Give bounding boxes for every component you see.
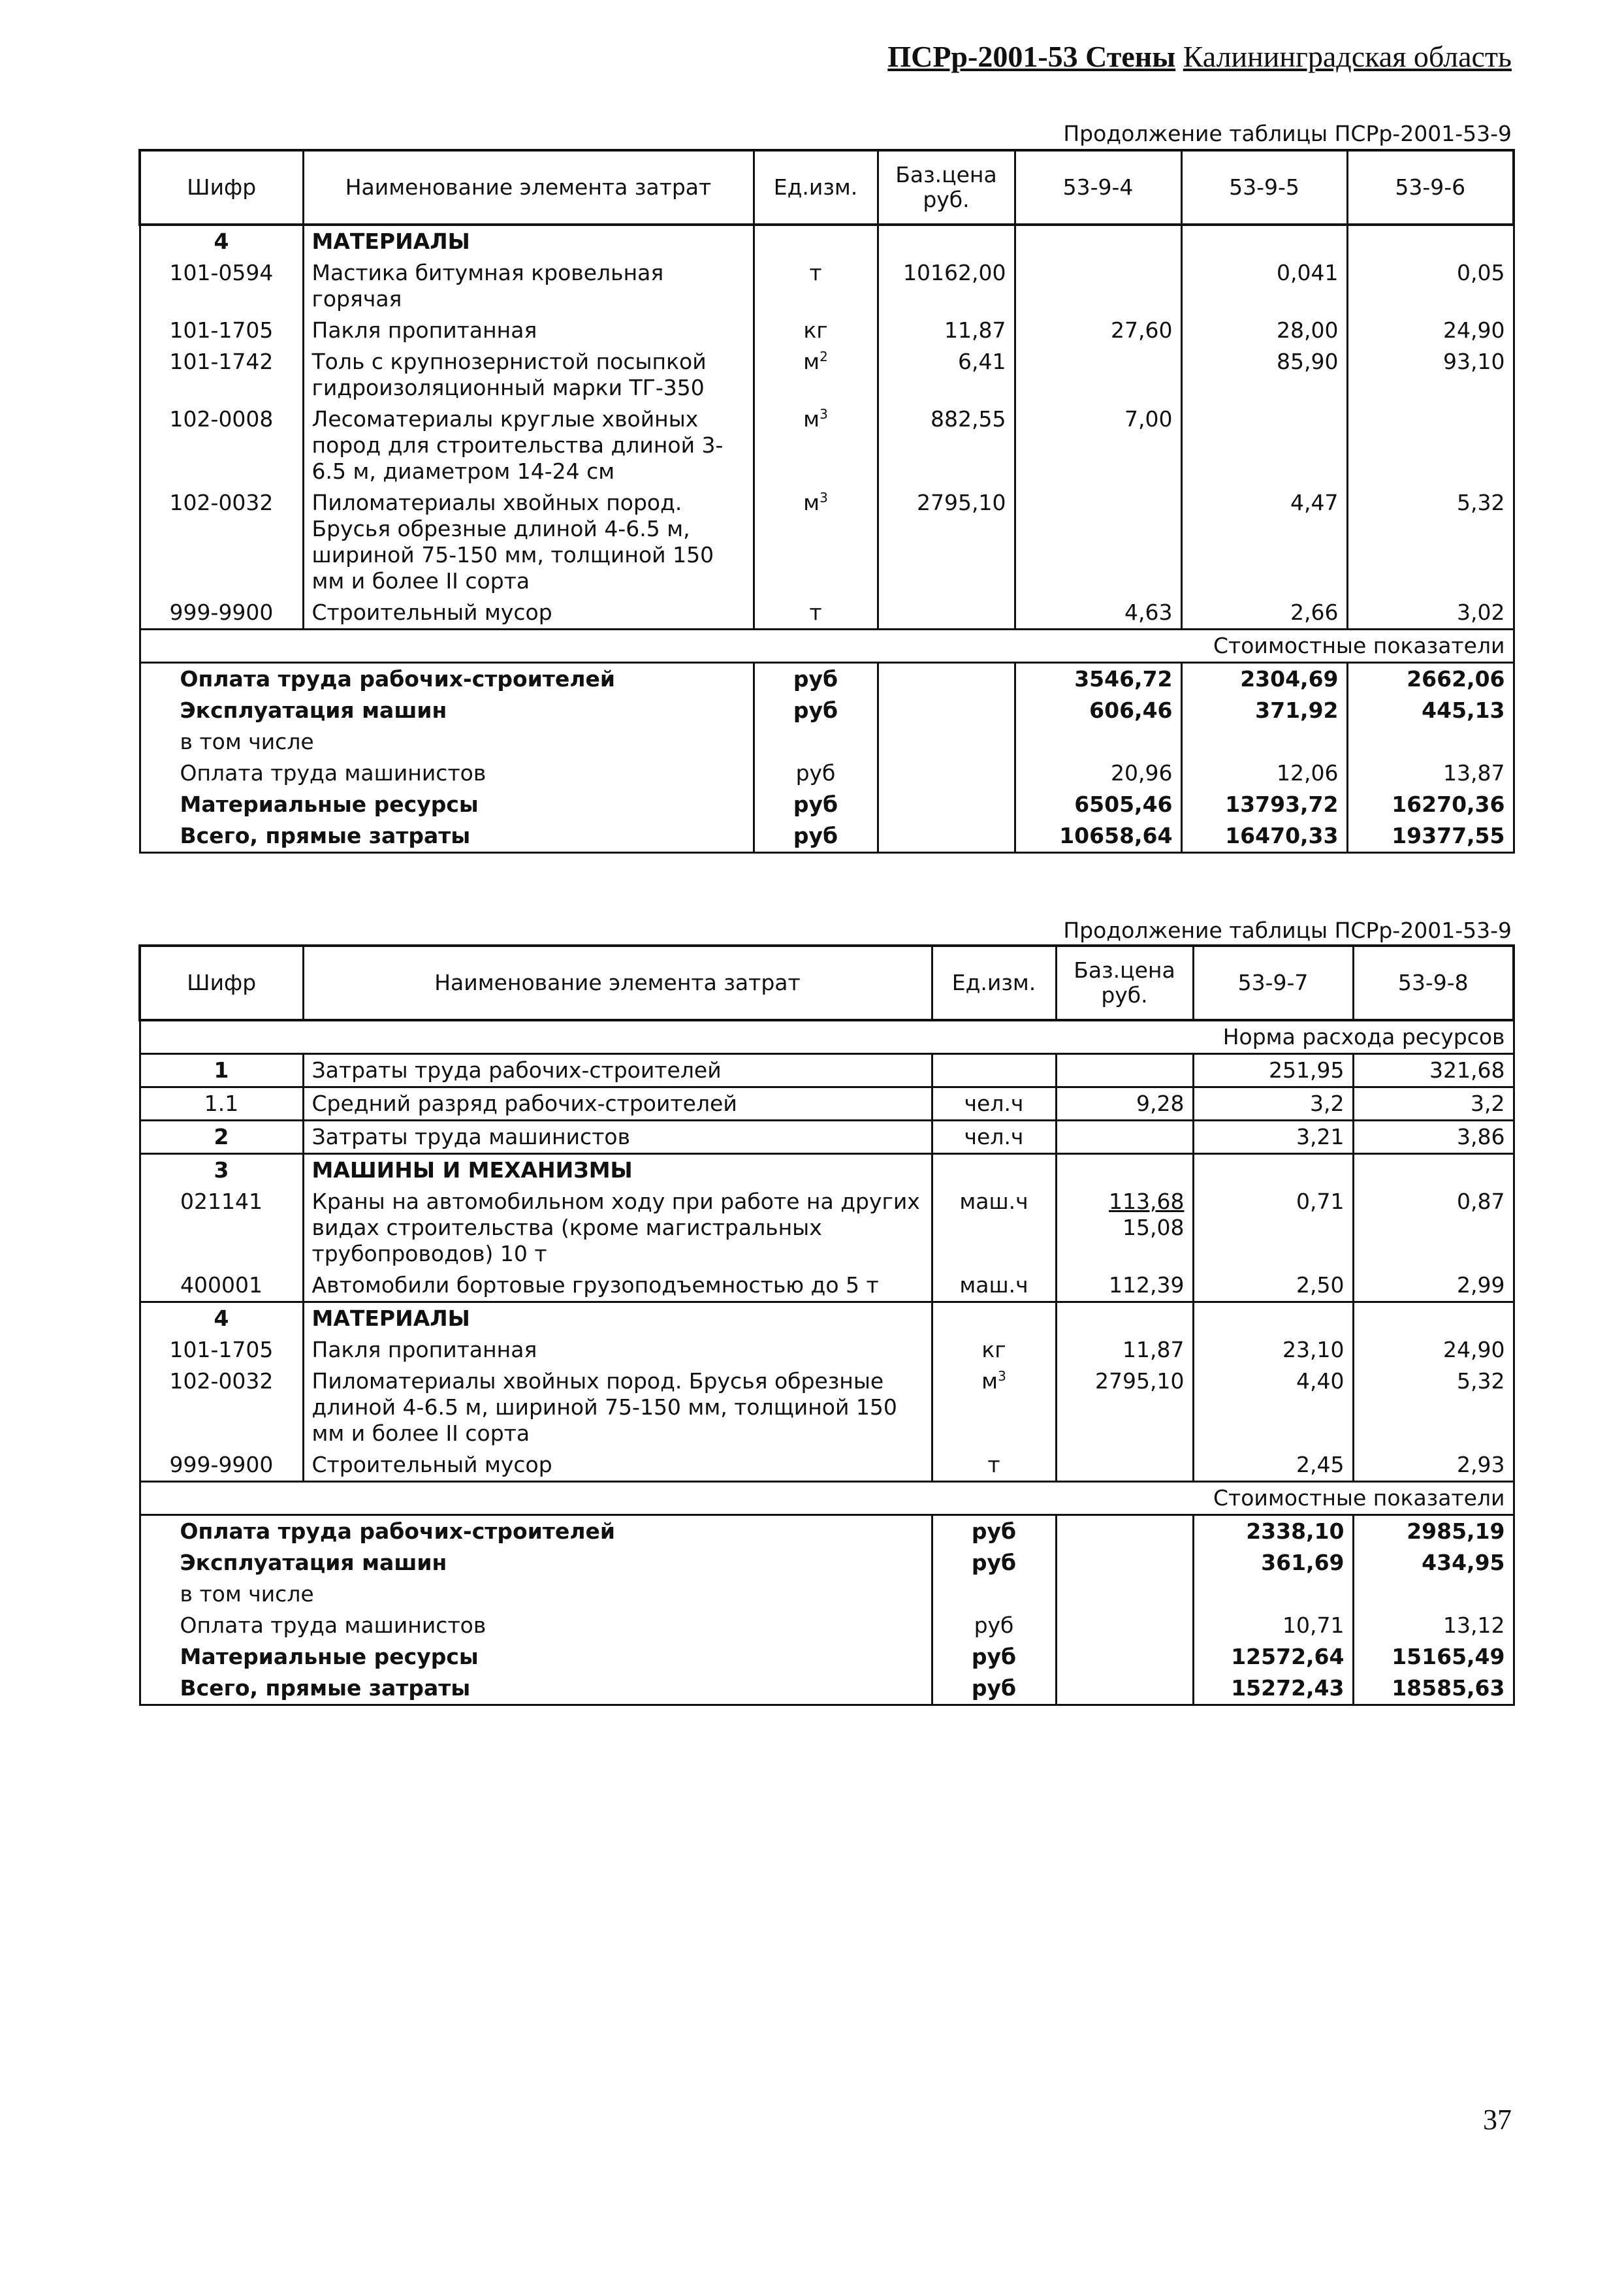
summary-value-53-9-5: 371,92 — [1181, 695, 1347, 726]
summary-unit — [754, 726, 878, 758]
row-unit — [932, 1087, 1056, 1121]
section-title: МАТЕРИАЛЫ — [303, 225, 754, 257]
unit-text: маш.ч — [959, 1189, 1028, 1214]
price-value: 9,28 — [1136, 1091, 1185, 1116]
row-code: 102-0032 — [140, 1366, 303, 1449]
empty-cell — [754, 225, 878, 257]
summary-value-53-9-4: 6505,46 — [1015, 789, 1181, 820]
table1-continuation: Продолжение таблицы ПСРр-2001-53-9 — [1063, 121, 1512, 146]
row-unit — [932, 1334, 1056, 1366]
summary-unit: руб — [754, 820, 878, 853]
price-value-secondary: 15,08 — [1122, 1215, 1185, 1240]
row-value-53-9-8: 2,93 — [1353, 1449, 1514, 1482]
price-value: 112,39 — [1109, 1272, 1185, 1298]
row-price — [1056, 1366, 1193, 1449]
row-price — [1056, 1334, 1193, 1366]
unit-text: маш.ч — [959, 1272, 1028, 1298]
row-unit — [754, 487, 878, 597]
table-row — [140, 1054, 1514, 1087]
summary-unit: руб — [932, 1673, 1056, 1705]
row-value-53-9-7: 0,71 — [1193, 1186, 1353, 1270]
empty-cell — [878, 726, 1015, 758]
table-row — [140, 1154, 1514, 1187]
summary-value-53-9-5: 2304,69 — [1181, 663, 1347, 696]
summary-value-53-9-6: 445,13 — [1347, 695, 1514, 726]
table2-header-row — [140, 946, 1514, 1020]
col-header-price: Баз.цена руб. — [878, 150, 1015, 225]
row-value-53-9-4: 27,60 — [1015, 315, 1181, 346]
summary-value-53-9-6: 16270,36 — [1347, 789, 1514, 820]
unit-text: чел.ч — [964, 1091, 1024, 1116]
row-value-53-9-8: 321,68 — [1353, 1054, 1514, 1087]
row-name: Затраты труда машинистов — [303, 1121, 932, 1154]
unit-exponent: 3 — [998, 1368, 1006, 1384]
row-name: Лесоматериалы круглые хвойных пород для строительства длиной 3-6.5 м, диаметром 14-24 см — [303, 404, 754, 487]
empty-cell — [1056, 1515, 1193, 1548]
row-value-53-9-6: 93,10 — [1347, 346, 1514, 404]
table-row — [140, 1334, 1514, 1366]
summary-value-53-9-5 — [1181, 726, 1347, 758]
row-code: 102-0032 — [140, 487, 303, 597]
row-price — [878, 597, 1015, 630]
table1-header-row — [140, 150, 1514, 225]
unit-text: м — [803, 490, 820, 515]
summary-unit: руб — [932, 1610, 1056, 1641]
row-value-53-9-7: 2,50 — [1193, 1270, 1353, 1302]
row-unit — [754, 315, 878, 346]
row-value-53-9-6 — [1347, 404, 1514, 487]
row-price — [1056, 1054, 1193, 1087]
unit-text: м — [803, 349, 820, 374]
row-code: 101-1705 — [140, 1334, 303, 1366]
row-price — [1056, 1121, 1193, 1154]
summary-row — [140, 789, 1514, 820]
summary-value-53-9-4 — [1015, 726, 1181, 758]
row-value-53-9-5: 85,90 — [1181, 346, 1347, 404]
empty-cell — [1056, 1641, 1193, 1673]
row-price — [1056, 1449, 1193, 1482]
row-value-53-9-8: 0,87 — [1353, 1186, 1514, 1270]
row-name: Средний разряд рабочих-строителей — [303, 1087, 932, 1121]
row-value-53-9-8: 3,86 — [1353, 1121, 1514, 1154]
summary-row — [140, 1610, 1514, 1641]
page-header — [887, 39, 1512, 74]
summary-value-53-9-8: 13,12 — [1353, 1610, 1514, 1641]
norm-caption-row — [140, 1020, 1514, 1054]
empty-cell — [1056, 1547, 1193, 1579]
table-row — [140, 257, 1514, 315]
summary-value-53-9-7 — [1193, 1579, 1353, 1610]
summary-row — [140, 1673, 1514, 1705]
row-name: Мастика битумная кровельная горячая — [303, 257, 754, 315]
summary-unit: руб — [754, 758, 878, 789]
price-value: 2795,10 — [1095, 1368, 1185, 1394]
summary-row — [140, 758, 1514, 789]
summary-label: в том числе — [140, 1579, 932, 1610]
summary-label: Всего, прямые затраты — [140, 820, 754, 853]
summary-row — [140, 820, 1514, 853]
row-value-53-9-5: 0,041 — [1181, 257, 1347, 315]
row-value-53-9-6: 0,05 — [1347, 257, 1514, 315]
price-value: 11,87 — [1122, 1337, 1185, 1362]
resource-table-1 — [138, 149, 1515, 854]
row-value-53-9-4 — [1015, 487, 1181, 597]
col-header-unit: Ед.изм. — [754, 150, 878, 225]
row-value-53-9-7: 3,2 — [1193, 1087, 1353, 1121]
summary-value-53-9-8: 2985,19 — [1353, 1515, 1514, 1548]
table-row — [140, 487, 1514, 597]
section-code: 4 — [140, 225, 303, 257]
document-code: ПСРр-2001-53 Стены — [887, 40, 1176, 73]
unit-text: т — [809, 260, 822, 285]
summary-value-53-9-4: 3546,72 — [1015, 663, 1181, 696]
row-value-53-9-4 — [1015, 257, 1181, 315]
row-code: 1.1 — [140, 1087, 303, 1121]
row-value-53-9-8 — [1353, 1154, 1514, 1187]
empty-cell — [878, 758, 1015, 789]
unit-text: кг — [803, 317, 828, 343]
table-row — [140, 1302, 1514, 1335]
row-value-53-9-5: 4,47 — [1181, 487, 1347, 597]
row-unit — [932, 1302, 1056, 1335]
summary-value-53-9-4: 606,46 — [1015, 695, 1181, 726]
norm-caption: Норма расхода ресурсов — [140, 1020, 1514, 1054]
row-unit — [754, 404, 878, 487]
row-price — [1056, 1154, 1193, 1187]
unit-text: чел.ч — [964, 1124, 1024, 1149]
row-unit — [932, 1054, 1056, 1087]
row-unit — [754, 597, 878, 630]
col-header-53-9-8: 53-9-8 — [1353, 946, 1514, 1020]
row-name: МАШИНЫ И МЕХАНИЗМЫ — [303, 1154, 932, 1187]
cost-caption-row — [140, 630, 1514, 663]
summary-value-53-9-8: 18585,63 — [1353, 1673, 1514, 1705]
col-header-53-9-5: 53-9-5 — [1181, 150, 1347, 225]
table2-continuation: Продолжение таблицы ПСРр-2001-53-9 — [1063, 918, 1512, 943]
summary-label: Эксплуатация машин — [140, 1547, 932, 1579]
unit-text: т — [987, 1452, 1000, 1477]
row-value-53-9-8: 2,99 — [1353, 1270, 1514, 1302]
summary-row — [140, 1641, 1514, 1673]
row-price — [1056, 1302, 1193, 1335]
summary-row — [140, 1515, 1514, 1548]
summary-value-53-9-8 — [1353, 1579, 1514, 1610]
row-code: 101-1742 — [140, 346, 303, 404]
row-code: 101-1705 — [140, 315, 303, 346]
row-name: Пиломатериалы хвойных пород. Брусья обрезные длиной 4-6.5 м, шириной 75-150 мм, толщиной 150 мм и более II сорта — [303, 1366, 932, 1449]
summary-value-53-9-8: 15165,49 — [1353, 1641, 1514, 1673]
summary-unit: руб — [932, 1547, 1056, 1579]
row-price: 6,41 — [878, 346, 1015, 404]
cost-caption: Стоимостные показатели — [140, 630, 1514, 663]
row-name: Строительный мусор — [303, 597, 754, 630]
summary-label: Оплата труда рабочих-строителей — [140, 663, 754, 696]
summary-value-53-9-8: 434,95 — [1353, 1547, 1514, 1579]
row-unit — [932, 1186, 1056, 1270]
row-value-53-9-7: 4,40 — [1193, 1366, 1353, 1449]
table-row — [140, 597, 1514, 630]
summary-value-53-9-6: 13,87 — [1347, 758, 1514, 789]
summary-unit: руб — [754, 663, 878, 696]
row-unit — [932, 1366, 1056, 1449]
row-name: Толь с крупнозернистой посыпкой гидроизоляционный марки ТГ-350 — [303, 346, 754, 404]
table-row — [140, 404, 1514, 487]
row-unit — [932, 1154, 1056, 1187]
empty-cell — [1056, 1579, 1193, 1610]
row-code: 101-0594 — [140, 257, 303, 315]
row-unit — [754, 257, 878, 315]
row-name: Строительный мусор — [303, 1449, 932, 1482]
section-row — [140, 225, 1514, 257]
summary-row — [140, 1579, 1514, 1610]
row-unit — [932, 1121, 1056, 1154]
row-name: Пиломатериалы хвойных пород. Брусья обрезные длиной 4-6.5 м, шириной 75-150 мм, толщиной 150 мм и более II сорта — [303, 487, 754, 597]
summary-value-53-9-7: 12572,64 — [1193, 1641, 1353, 1673]
summary-value-53-9-7: 10,71 — [1193, 1610, 1353, 1641]
row-price — [1056, 1186, 1193, 1270]
unit-text: м — [803, 406, 820, 432]
unit-exponent: 3 — [820, 490, 828, 505]
cost-caption: Стоимостные показатели — [140, 1482, 1514, 1515]
summary-value-53-9-5: 13793,72 — [1181, 789, 1347, 820]
row-name: Пакля пропитанная — [303, 315, 754, 346]
row-code: 021141 — [140, 1186, 303, 1270]
row-price: 882,55 — [878, 404, 1015, 487]
row-code: 102-0008 — [140, 404, 303, 487]
row-value-53-9-6: 3,02 — [1347, 597, 1514, 630]
row-value-53-9-7: 251,95 — [1193, 1054, 1353, 1087]
row-value-53-9-8: 24,90 — [1353, 1334, 1514, 1366]
empty-cell — [1056, 1610, 1193, 1641]
table-row — [140, 1186, 1514, 1270]
row-price — [1056, 1087, 1193, 1121]
table-row — [140, 1366, 1514, 1449]
price-value: 113,68 — [1109, 1189, 1185, 1214]
row-unit — [932, 1449, 1056, 1482]
summary-value-53-9-6: 2662,06 — [1347, 663, 1514, 696]
row-value-53-9-5: 28,00 — [1181, 315, 1347, 346]
row-value-53-9-5 — [1181, 404, 1347, 487]
col-header-price: Баз.цена руб. — [1056, 946, 1193, 1020]
summary-value-53-9-4: 20,96 — [1015, 758, 1181, 789]
row-name: Затраты труда рабочих-строителей — [303, 1054, 932, 1087]
summary-unit: руб — [932, 1515, 1056, 1548]
resource-table-2 — [138, 944, 1515, 1706]
summary-unit — [932, 1579, 1056, 1610]
empty-cell — [878, 820, 1015, 853]
table-row — [140, 1270, 1514, 1302]
unit-text: т — [809, 600, 822, 625]
col-header-code: Шифр — [140, 150, 303, 225]
table-row — [140, 315, 1514, 346]
row-value-53-9-4: 7,00 — [1015, 404, 1181, 487]
row-price: 10162,00 — [878, 257, 1015, 315]
row-value-53-9-8: 5,32 — [1353, 1366, 1514, 1449]
row-value-53-9-8 — [1353, 1302, 1514, 1335]
row-value-53-9-7: 3,21 — [1193, 1121, 1353, 1154]
empty-cell — [1181, 225, 1347, 257]
summary-unit: руб — [754, 789, 878, 820]
region-name: Калининградская область — [1183, 40, 1512, 73]
summary-row — [140, 663, 1514, 696]
summary-label: Всего, прямые затраты — [140, 1673, 932, 1705]
summary-value-53-9-6 — [1347, 726, 1514, 758]
summary-value-53-9-7: 361,69 — [1193, 1547, 1353, 1579]
empty-cell — [1015, 225, 1181, 257]
row-code: 1 — [140, 1054, 303, 1087]
unit-text: м — [981, 1368, 998, 1394]
summary-label: Материальные ресурсы — [140, 1641, 932, 1673]
col-header-code: Шифр — [140, 946, 303, 1020]
unit-exponent: 3 — [820, 406, 828, 422]
table-row — [140, 346, 1514, 404]
row-price: 2795,10 — [878, 487, 1015, 597]
col-header-53-9-6: 53-9-6 — [1347, 150, 1514, 225]
summary-row — [140, 695, 1514, 726]
col-header-53-9-4: 53-9-4 — [1015, 150, 1181, 225]
summary-label: в том числе — [140, 726, 754, 758]
col-header-53-9-7: 53-9-7 — [1193, 946, 1353, 1020]
row-value-53-9-7 — [1193, 1302, 1353, 1335]
table-row — [140, 1121, 1514, 1154]
row-code: 999-9900 — [140, 1449, 303, 1482]
summary-value-53-9-7: 15272,43 — [1193, 1673, 1353, 1705]
summary-unit: руб — [932, 1641, 1056, 1673]
empty-cell — [878, 663, 1015, 696]
summary-row — [140, 1547, 1514, 1579]
summary-value-53-9-7: 2338,10 — [1193, 1515, 1353, 1548]
cost-caption-row — [140, 1482, 1514, 1515]
empty-cell — [1056, 1673, 1193, 1705]
summary-unit: руб — [754, 695, 878, 726]
col-header-name: Наименование элемента затрат — [303, 150, 754, 225]
row-value-53-9-6: 24,90 — [1347, 315, 1514, 346]
table-row — [140, 1087, 1514, 1121]
row-code: 3 — [140, 1154, 303, 1187]
empty-cell — [878, 695, 1015, 726]
summary-value-53-9-5: 16470,33 — [1181, 820, 1347, 853]
row-name: Краны на автомобильном ходу при работе на других видах строительства (кроме магистральных трубопроводов) 10 т — [303, 1186, 932, 1270]
row-value-53-9-4 — [1015, 346, 1181, 404]
col-header-unit: Ед.изм. — [932, 946, 1056, 1020]
row-unit — [754, 346, 878, 404]
summary-label: Оплата труда рабочих-строителей — [140, 1515, 932, 1548]
row-value-53-9-7: 23,10 — [1193, 1334, 1353, 1366]
unit-text: кг — [981, 1337, 1006, 1362]
summary-label: Оплата труда машинистов — [140, 1610, 932, 1641]
empty-cell — [878, 225, 1015, 257]
row-value-53-9-7 — [1193, 1154, 1353, 1187]
page-number: 37 — [1483, 2104, 1512, 2136]
row-unit — [932, 1270, 1056, 1302]
row-code: 4 — [140, 1302, 303, 1335]
row-price — [1056, 1270, 1193, 1302]
col-header-name: Наименование элемента затрат — [303, 946, 932, 1020]
row-code: 999-9900 — [140, 597, 303, 630]
row-value-53-9-8: 3,2 — [1353, 1087, 1514, 1121]
summary-label: Оплата труда машинистов — [140, 758, 754, 789]
summary-value-53-9-4: 10658,64 — [1015, 820, 1181, 853]
row-code: 400001 — [140, 1270, 303, 1302]
empty-cell — [878, 789, 1015, 820]
row-name: МАТЕРИАЛЫ — [303, 1302, 932, 1335]
row-name: Пакля пропитанная — [303, 1334, 932, 1366]
summary-row — [140, 726, 1514, 758]
summary-value-53-9-5: 12,06 — [1181, 758, 1347, 789]
row-price: 11,87 — [878, 315, 1015, 346]
row-value-53-9-7: 2,45 — [1193, 1449, 1353, 1482]
row-value-53-9-4: 4,63 — [1015, 597, 1181, 630]
row-value-53-9-5: 2,66 — [1181, 597, 1347, 630]
row-name: Автомобили бортовые грузоподъемностью до 5 т — [303, 1270, 932, 1302]
summary-label: Эксплуатация машин — [140, 695, 754, 726]
row-value-53-9-6: 5,32 — [1347, 487, 1514, 597]
summary-label: Материальные ресурсы — [140, 789, 754, 820]
unit-exponent: 2 — [820, 349, 828, 364]
empty-cell — [1347, 225, 1514, 257]
summary-value-53-9-6: 19377,55 — [1347, 820, 1514, 853]
row-code: 2 — [140, 1121, 303, 1154]
table-row — [140, 1449, 1514, 1482]
